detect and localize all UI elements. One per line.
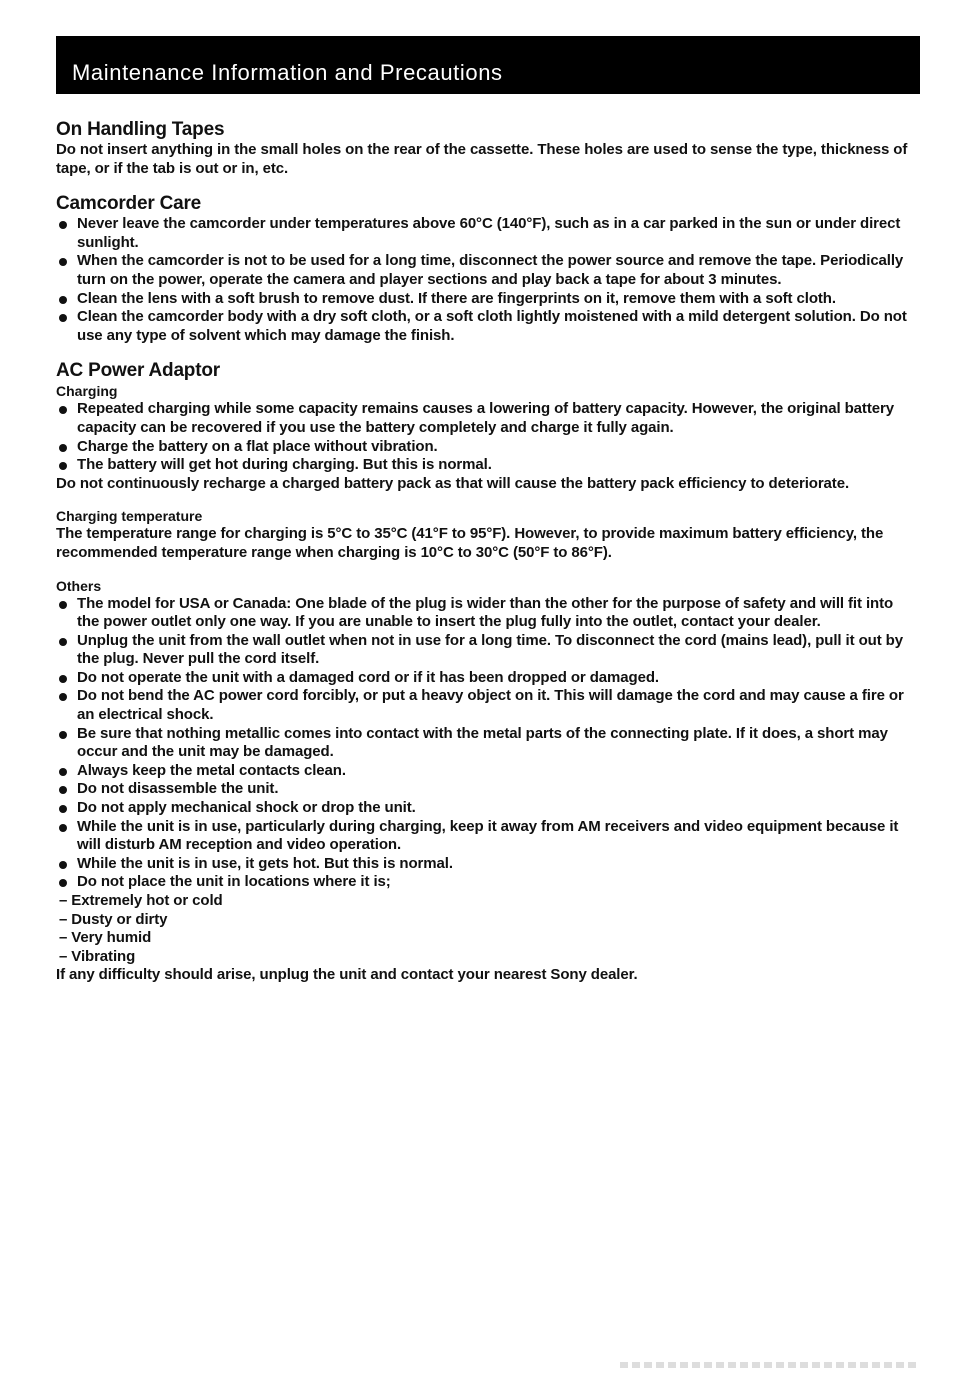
location-item: – Dusty or dirty	[59, 910, 168, 928]
list-item: Never leave the camcorder under temperatures above 60°C (140°F), such as in a car parked in the sun or under direct sunlight.	[56, 215, 908, 252]
camcorder-care-list	[56, 215, 908, 345]
ac-power-adaptor-section	[56, 359, 908, 985]
list-item: Do not place the unit in locations where it is;	[56, 873, 908, 892]
list-item: Charge the battery on a flat place without vibration.	[56, 438, 908, 457]
list-item: Always keep the metal contacts clean.	[56, 762, 908, 781]
handling-tapes-heading: On Handling Tapes	[56, 119, 225, 140]
location-item: – Very humid	[59, 929, 152, 947]
list-item: When the camcorder is not to be used for a long time, disconnect the power source and remove the tape. Periodically turn on the power, operate the camera and player sections and play back a tape for about 3 minutes.	[56, 252, 908, 289]
charging-heading: Charging	[56, 383, 118, 400]
charging-list	[56, 400, 908, 474]
page-header-bar	[56, 36, 920, 94]
footer-scan-mark	[620, 1362, 920, 1368]
list-item: Do not operate the unit with a damaged cord or if it has been dropped or damaged.	[56, 669, 908, 688]
list-item: Clean the camcorder body with a dry soft cloth, or a soft cloth lightly moistened with a mild detergent solution. Do not use any type of solvent which may damage the finish.	[56, 308, 908, 345]
list-item: While the unit is in use, it gets hot. But this is normal.	[56, 855, 908, 874]
charging-temperature-text: The temperature range for charging is 5°C to 35°C (41°F to 95°F). However, to provide maximum battery efficiency, the recommended temperature range when charging is 10°C to 30°C (50°F to 86°F).	[56, 525, 884, 561]
charging-warning: Do not continuously recharge a charged battery pack as that will cause the battery pack efficiency to deteriorate.	[56, 474, 850, 492]
camcorder-care-heading: Camcorder Care	[56, 193, 202, 215]
location-item: – Extremely hot or cold	[59, 892, 223, 909]
ac-power-adaptor-heading: AC Power Adaptor	[56, 360, 220, 382]
locations-list	[56, 892, 908, 966]
handling-tapes-text: Do not insert anything in the small holes on the rear of the cassette. These holes are used to sense the type, thickness of tape, or if the tab is out or in, etc.	[56, 141, 908, 177]
list-item: Do not apply mechanical shock or drop the unit.	[56, 799, 908, 818]
list-item: Repeated charging while some capacity remains causes a lowering of battery capacity. However, the original battery capacity can be recovered if you use the battery completely and charge it fully again.	[56, 400, 908, 437]
list-item: While the unit is in use, particularly during charging, keep it away from AM receivers and video equipment because it will disturb AM reception and video operation.	[56, 818, 908, 855]
list-item: Be sure that nothing metallic comes into contact with the metal parts of the connecting plate. If it does, a short may occur and the unit may be damaged.	[56, 725, 908, 762]
camcorder-care-section	[56, 192, 908, 345]
list-item: Do not disassemble the unit.	[56, 780, 908, 799]
list-item: The battery will get hot during charging. But this is normal.	[56, 456, 908, 475]
location-item: – Vibrating	[59, 947, 136, 965]
page-title: Maintenance Information and Precautions	[72, 60, 503, 85]
list-item: The model for USA or Canada: One blade of the plug is wider than the other for the purpose of safety and will fit into the power outlet only one way. If you are unable to insert the plug fully into the outlet, contact your dealer.	[56, 595, 908, 632]
handling-tapes-section	[56, 118, 908, 178]
closing-note: If any difficulty should arise, unplug the unit and contact your nearest Sony dealer.	[56, 966, 638, 984]
list-item: Do not bend the AC power cord forcibly, or put a heavy object on it. This will damage the cord and may cause a fire or an electrical shock.	[56, 687, 908, 724]
document-body	[56, 118, 908, 985]
others-list	[56, 595, 908, 893]
list-item: Clean the lens with a soft brush to remove dust. If there are fingerprints on it, remove them with a soft cloth.	[56, 290, 908, 309]
charging-temperature-heading: Charging temperature	[56, 508, 203, 525]
others-heading: Others	[56, 577, 102, 594]
list-item: Unplug the unit from the wall outlet when not in use for a long time. To disconnect the cord (mains lead), pull it out by the plug. Never pull the cord itself.	[56, 632, 908, 669]
